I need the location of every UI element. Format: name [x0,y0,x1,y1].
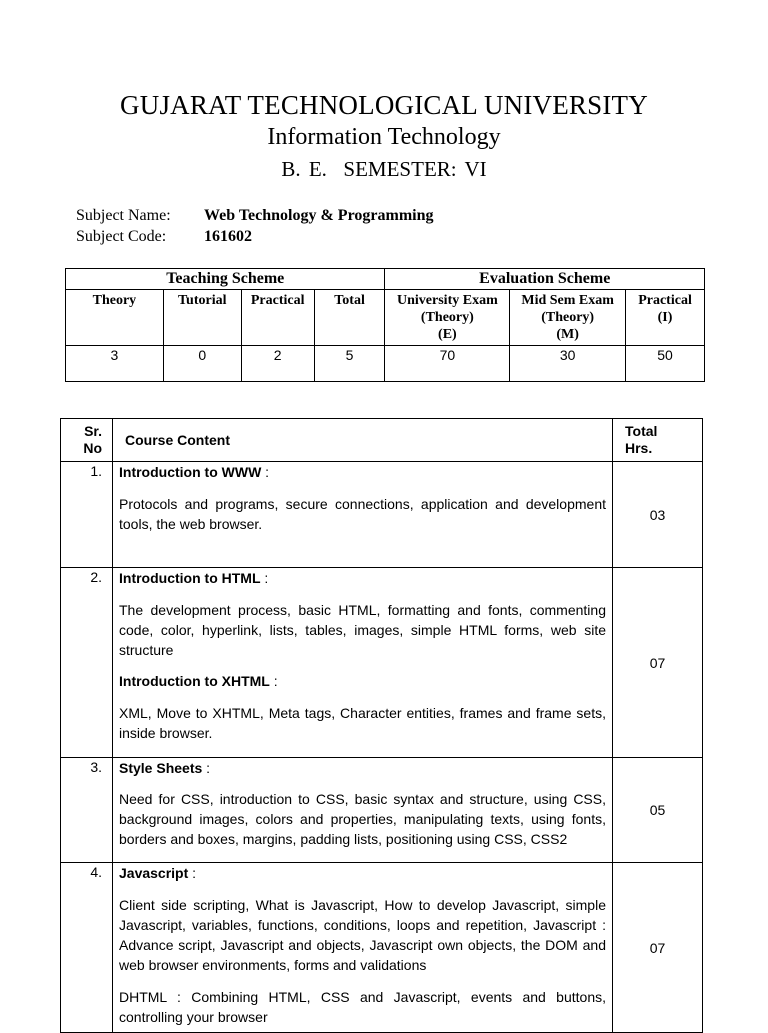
scheme-table [65,268,705,382]
topic-description: XML, Move to XHTML, Meta tags, Character entities, frames and frame sets, inside browser. [119,705,606,741]
univ-exam-line2: (Theory) [420,310,474,325]
row-hours: 05 [613,758,703,863]
topic-title: Javascript [119,865,189,881]
topic-heading [119,759,606,777]
topic-description: The development process, basic HTML, formatting and fonts, commenting code, color, hyperlink, lists, tables, images, simple HTML forms, web site structure [119,602,606,658]
table-row [61,758,703,863]
value-tutorial: 0 [163,346,241,382]
value-university-exam: 70 [385,346,510,382]
col-midsem-exam [510,290,626,346]
row-content [113,863,613,1033]
university-title: GUJARAT TECHNOLOGICAL UNIVERSITY [120,90,648,120]
topic-heading [119,569,606,587]
subject-code-value: 161602 [204,228,252,245]
topic-heading [119,463,606,481]
subject-info [76,205,434,247]
subject-code-label: Subject Code: [76,228,167,245]
value-practical: 2 [241,346,314,382]
row-content [113,758,613,863]
header-course-content: Course Content [113,419,613,462]
header-hrs-line2: Hrs. [625,440,653,456]
table-row [61,568,703,758]
row-content [113,568,613,758]
header-sr-line1: Sr. [84,423,102,439]
topic-description: DHTML : Combining HTML, CSS and Javascript, events and buttons, controlling your browser [119,989,606,1025]
topic-suffix: : [188,865,197,881]
row-hours: 07 [613,863,703,1033]
topic-description: Client side scripting, What is Javascript, How to develop Javascript, simple Javascript, variables, functions, conditions, loops and repetition, Javascript : Advance script, Javascript and objects, Javascript own objects, the DOM and web browser environments, forms and validations [119,897,606,973]
topic-suffix: : [260,570,269,586]
topic-suffix: : [269,673,278,689]
teaching-scheme-header: Teaching Scheme [66,269,385,290]
table-row [61,462,703,568]
topic-heading [119,672,606,690]
topic-description: Protocols and programs, secure connections, application and development tools, the web browser. [119,496,606,532]
semester-title: B. E. SEMESTER: VI [281,157,487,181]
col-university-exam [385,290,510,346]
topic-title: Introduction to WWW [119,464,262,480]
value-midsem-exam: 30 [510,346,626,382]
value-eval-practical: 50 [626,346,705,382]
row-sr: 3. [61,758,113,863]
evaluation-scheme-header: Evaluation Scheme [385,269,705,290]
document-header [0,88,768,183]
eval-practical-line1: Practical [638,293,692,308]
col-theory: Theory [66,290,164,346]
subject-name-label: Subject Name: [76,207,171,224]
topic-title: Introduction to HTML [119,570,261,586]
header-hrs-line1: Total [625,423,658,439]
col-tutorial: Tutorial [163,290,241,346]
univ-exam-line3: (E) [438,327,457,342]
table-row [61,863,703,1033]
topic-suffix: : [261,464,270,480]
header-total-hrs [613,419,703,462]
header-sr-line2: No [83,440,102,456]
row-content [113,462,613,568]
row-hours: 07 [613,568,703,758]
col-eval-practical [626,290,705,346]
col-total: Total [314,290,385,346]
topic-heading [119,864,606,882]
value-theory: 3 [66,346,164,382]
eval-practical-line2: (I) [657,310,673,325]
midsem-line2: (Theory) [541,310,595,325]
midsem-line3: (M) [556,327,579,342]
midsem-line1: Mid Sem Exam [521,293,614,308]
topic-description: Need for CSS, introduction to CSS, basic syntax and structure, using CSS, background images, colors and properties, manipulating texts, using fonts, borders and boxes, margins, padding lists, positioning using CSS, CSS2 [119,791,606,847]
univ-exam-line1: University Exam [397,293,498,308]
subject-name-value: Web Technology & Programming [204,207,434,224]
col-practical: Practical [241,290,314,346]
header-sr-no [61,419,113,462]
topic-title: Introduction to XHTML [119,673,270,689]
row-sr: 1. [61,462,113,568]
topic-title: Style Sheets [119,760,203,776]
row-hours: 03 [613,462,703,568]
row-sr: 4. [61,863,113,1033]
row-sr: 2. [61,568,113,758]
course-content-table [60,418,703,1033]
value-total: 5 [314,346,385,382]
topic-suffix: : [202,760,211,776]
department-title: Information Technology [267,124,501,150]
